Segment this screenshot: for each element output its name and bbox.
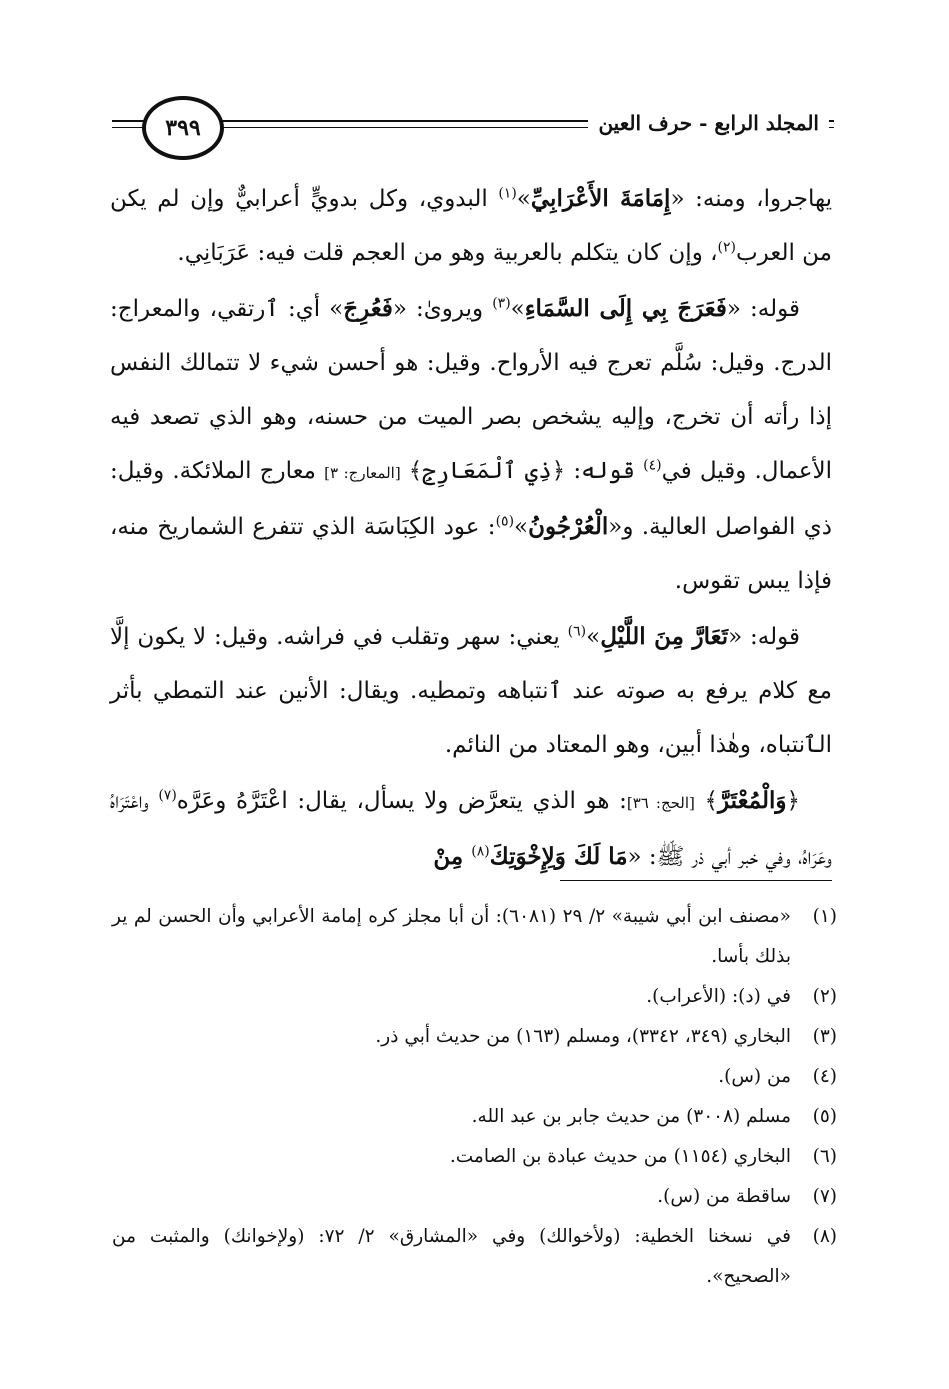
footnotes-list bbox=[112, 897, 837, 1297]
text-run: ﴾ bbox=[400, 458, 423, 484]
keyword-faaraja: فَعَرَجَ بِي إِلَى السَّمَاءِ bbox=[524, 295, 727, 322]
footnote-ref-6[interactable]: (٦) bbox=[567, 623, 587, 640]
running-header-title: المجلد الرابع - حرف العين bbox=[588, 111, 829, 135]
text-run: قوله: ﴿ bbox=[551, 458, 644, 484]
footnote-item bbox=[112, 1137, 837, 1177]
text-run: ويروىٰ: « bbox=[392, 296, 493, 322]
paragraph-3 bbox=[110, 610, 832, 772]
footnote-item bbox=[112, 1217, 837, 1297]
text-run: » bbox=[516, 186, 531, 212]
footnote-ref-5[interactable]: (٥) bbox=[495, 513, 515, 530]
footnote-item bbox=[112, 1097, 837, 1137]
footnote-text: البخاري (١١٥٤) من حديث عبادة بن الصامت. bbox=[449, 1146, 791, 1167]
footnote-number: (٥) bbox=[812, 1106, 837, 1127]
footnote-separator bbox=[560, 880, 832, 881]
keyword-taarra: تَعَارَّ مِنَ اللَّيْلِ bbox=[600, 623, 729, 650]
text-run: : هو الذي يتعرَّض ولا يسأل، يقال: اعْتَرَّهُ وعَرَّه bbox=[176, 788, 627, 814]
footnote-ref-3[interactable]: (٣) bbox=[492, 295, 511, 312]
keyword-ma-laka: مَا لَكَ وَلِإِخْوَتِكَ bbox=[489, 843, 628, 870]
footnote-text: مسلم (٣٠٠٨) من حديث جابر بن عبد الله. bbox=[471, 1106, 791, 1127]
footnote-text: ساقطة من (س). bbox=[657, 1186, 791, 1207]
footnote-number: (٦) bbox=[812, 1146, 837, 1167]
footnote-number: (٨) bbox=[812, 1226, 837, 1247]
footnote-ref-8[interactable]: (٨) bbox=[471, 843, 490, 860]
paragraph-2 bbox=[110, 282, 832, 608]
footnote-number: (٤) bbox=[812, 1066, 837, 1087]
footnote-text: البخاري (٣٤٩، ٣٣٤٢)، ومسلم (١٦٣) من حديث أبي ذر. bbox=[375, 1026, 791, 1047]
footnote-text: في نسخنا الخطية: (ولأخوالك) وفي «المشارق» ٢/ ٧٢: (ولإخوانك) والمثبت من «الصحيح». bbox=[112, 1226, 791, 1287]
footnote-item bbox=[112, 897, 837, 977]
footnote-number: (٢) bbox=[812, 986, 837, 1007]
text-run: » bbox=[510, 296, 525, 322]
footnote-number: (٣) bbox=[812, 1026, 837, 1047]
footnote-number: (٧) bbox=[812, 1186, 837, 1207]
quran-quote-mutarr: وَالْمُعْتَرَّ bbox=[717, 787, 787, 814]
footnote-text: في (د): (الأعراب). bbox=[646, 986, 791, 1007]
footnote-number: (١) bbox=[812, 906, 837, 927]
text-run: قوله: « bbox=[728, 624, 800, 650]
text-run: ﴾ bbox=[694, 788, 718, 814]
text-run: ، وإن كان يتكلم بالعربية وهو من العجم قلت فيه: عَرَبَانِي. bbox=[177, 240, 718, 266]
quran-reference: [الحج: ٣٦] bbox=[626, 794, 695, 812]
text-run: يهاجروا، ومنه: « bbox=[670, 186, 833, 212]
paragraph-1 bbox=[110, 172, 832, 280]
text-run: معارج الملائكة. وقيل: ذي الفواصل العالية. و« bbox=[110, 458, 832, 540]
footnote-ref-2[interactable]: (٢) bbox=[717, 239, 737, 256]
footnote-ref-1[interactable]: (١) bbox=[498, 185, 517, 202]
text-run: قوله: « bbox=[726, 296, 800, 322]
main-text-block bbox=[110, 172, 832, 884]
text-run: واعْتَرَاهُ وعَرَاهُ، وفي خبر أبي ذر ﷺ: « bbox=[110, 788, 832, 870]
text-run: : عود الكِبَاسَة الذي تتفرع الشماريخ منه، فإذا يبس تقوس. bbox=[110, 514, 832, 594]
footnote-item bbox=[112, 1177, 837, 1217]
footnote-text: «مصنف ابن أبي شيبة» ٢/ ٢٩ (٦٠٨١): أن أبا مجلز كره إمامة الأعرابي وأن الحسن لم ير بذلك بأسا. bbox=[112, 906, 791, 967]
quran-reference: [المعارج: ٣] bbox=[324, 464, 401, 482]
text-run: يعني: سهر وتقلب في فراشه. وقيل: لا يكون إلَّا مع كلام يرفع به صوته عند ٱنتباهه وتمطيه. ويقال: الأنين عند التمطي بأثر الٱنتباه، وهٰذا أبين، وهو المعتاد من النائم. bbox=[110, 624, 832, 758]
footnote-item bbox=[112, 1057, 837, 1097]
text-run: » bbox=[586, 624, 601, 650]
paragraph-4 bbox=[110, 774, 832, 884]
keyword-min: مِنْ bbox=[433, 843, 472, 870]
footnote-item bbox=[112, 977, 837, 1017]
keyword-urjun: الْعُرْجُونُ bbox=[528, 513, 609, 540]
footnote-text: من (س). bbox=[718, 1066, 791, 1087]
text-run: البدوي، وكل بدويٍّ أعرابيٌّ وإن لم يكن من العرب bbox=[110, 186, 832, 266]
page-number-badge: ٣٩٩ bbox=[142, 96, 224, 160]
text-run: » bbox=[514, 514, 529, 540]
keyword-imamat-al-arabi: إِمَامَةَ الأَعْرَابِيِّ bbox=[530, 185, 671, 212]
keyword-furija: فَعُرِجَ bbox=[343, 295, 393, 322]
footnote-item bbox=[112, 1017, 837, 1057]
text-run: ﴿ bbox=[786, 788, 800, 814]
footnote-ref-4[interactable]: (٤) bbox=[643, 457, 662, 474]
footnote-ref-7[interactable]: (٧) bbox=[158, 787, 177, 804]
text-run: » أي: ٱرتقي، والمعراج: الدرج. وقيل: سُلَّم تعرج فيه الأرواح. وقيل: هو أحسن شيء لا تتمالك النفس إذا رأته أن تخرج، وإليه يشخص بصر الميت من حسنه، وهو الذي تصعد فيه الأعمال. وقيل في bbox=[110, 296, 833, 484]
quran-quote: ذِي ٱلْمَعَارِجِ bbox=[422, 458, 552, 484]
